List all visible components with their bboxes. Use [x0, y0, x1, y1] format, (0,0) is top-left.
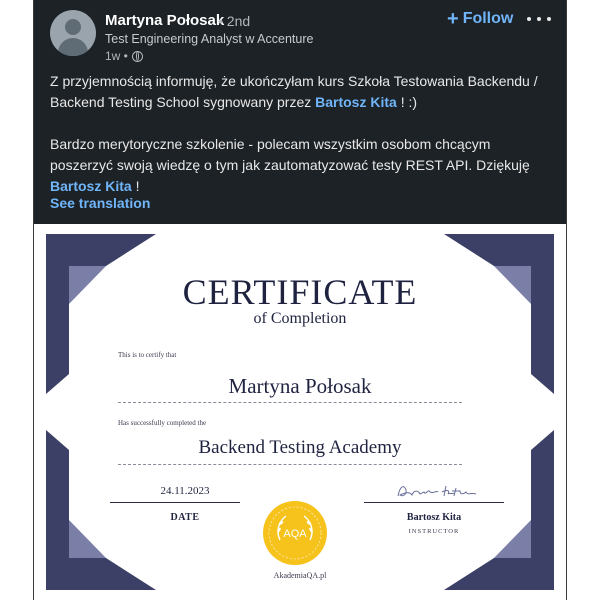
- instructor-label: INSTRUCTOR: [408, 528, 460, 535]
- completed-text: Has successfully completed the: [118, 419, 207, 427]
- certificate-image[interactable]: [34, 224, 566, 600]
- paragraph-2-text: Bardzo merytoryczne szkolenie - polecam wszystkim osobom chcącym poszerzyć swoją wiedzę o tym jak zautomatyzować testy REST API. Dziękuję: [50, 136, 530, 173]
- paragraph-1-end: ! :): [396, 94, 418, 110]
- mention-bartosz-kita[interactable]: Bartosz Kita: [50, 178, 132, 194]
- mention-bartosz-kita[interactable]: Bartosz Kita: [315, 94, 397, 110]
- avatar[interactable]: [50, 10, 96, 56]
- seal-text: AQA: [283, 528, 307, 540]
- more-options-icon[interactable]: [527, 12, 551, 26]
- signature-image: [394, 480, 484, 502]
- feed-post-frame: [33, 0, 567, 600]
- linkedin-post: [34, 0, 566, 224]
- post-paragraph-2: [50, 134, 555, 197]
- post-meta: [105, 49, 143, 63]
- certificate-title: CERTIFICATE: [182, 272, 418, 312]
- date-line: [110, 502, 240, 503]
- follow-button[interactable]: [447, 10, 513, 28]
- instructor-line: [364, 502, 504, 503]
- recipient-divider: [118, 402, 462, 403]
- date-label: DATE: [170, 512, 200, 523]
- paragraph-2-end: !: [131, 178, 140, 194]
- globe-icon: [132, 51, 143, 62]
- plus-icon: +: [447, 8, 459, 30]
- instructor-name: Bartosz Kita: [406, 512, 462, 523]
- author-name[interactable]: Martyna Połosak: [105, 12, 225, 29]
- certificate-date: 24.11.2023: [160, 485, 210, 497]
- post-time: 1w •: [105, 49, 128, 63]
- certify-text: This is to certify that: [118, 351, 177, 359]
- see-translation-link[interactable]: See translation: [50, 195, 151, 211]
- follow-label: Follow: [462, 10, 514, 27]
- certificate-subtitle: of Completion: [253, 310, 347, 327]
- avatar-body-shape: [58, 38, 88, 56]
- certificate-website: AkademiaQA.pl: [273, 571, 327, 580]
- paragraph-1-text: Z przyjemnością informuję, że ukończyłam kurs Szkoła Testowania Backendu / Backend Testing School sygnowany przez: [50, 73, 538, 110]
- course-name: Backend Testing Academy: [198, 437, 402, 458]
- post-paragraph-1: [50, 71, 555, 113]
- author-headline: Test Engineering Analyst w Accenture: [105, 32, 314, 46]
- avatar-head-shape: [65, 19, 81, 35]
- recipient-name: Martyna Połosak: [228, 374, 372, 398]
- aqa-seal-icon: [262, 500, 328, 566]
- course-divider: [118, 464, 462, 465]
- connection-degree: • 2nd: [218, 13, 251, 29]
